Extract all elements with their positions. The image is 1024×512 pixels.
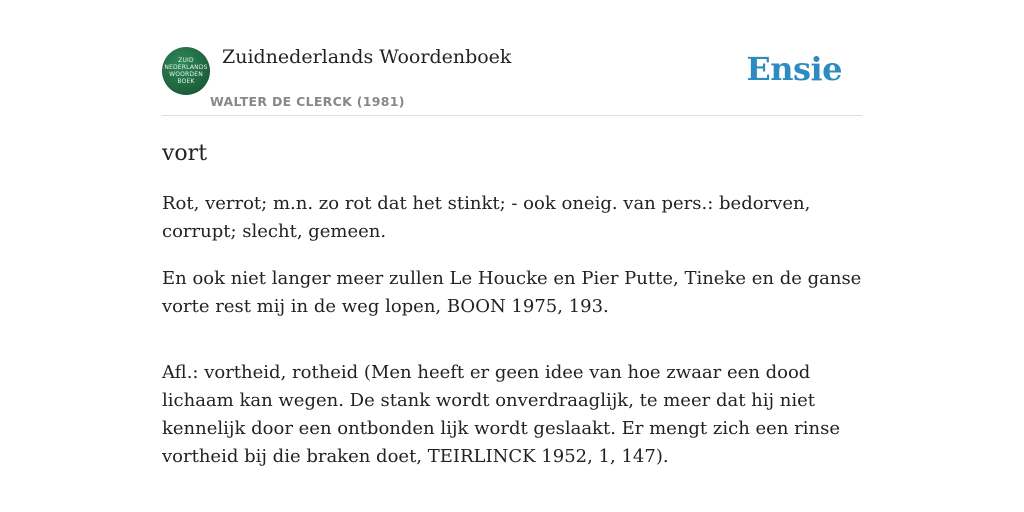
- logo-text-line: WOORDEN: [169, 71, 203, 78]
- entry-headword: vort: [162, 141, 208, 166]
- dictionary-title[interactable]: Zuidnederlands Woordenboek: [222, 46, 512, 68]
- entry-definition: Rot, verrot; m.n. zo rot dat het stinkt; - ook oneig. van pers.: bedorven, corrupt; slecht, gemeen.: [162, 193, 811, 242]
- entry-content: [162, 140, 862, 490]
- entry-example: En ook niet langer meer zullen Le Houcke en Pier Putte, Tineke en de ganse vorte rest mij in de weg lopen, BOON 1975, 193.: [162, 268, 862, 317]
- logo-text-line: BOEK: [177, 78, 195, 85]
- logo-text-line: NEDERLANDS: [164, 64, 208, 71]
- dictionary-logo[interactable]: [162, 47, 210, 95]
- logo-text-line: ZUID: [178, 57, 194, 64]
- dictionary-author: WALTER DE CLERCK (1981): [210, 94, 405, 109]
- entry-derivation: Afl.: vortheid, rotheid (Men heeft er geen idee van hoe zwaar een dood lichaam kan wegen. De stank wordt onverdraaglijk, te meer dat hij niet kennelijk door een ontbonden lijk wordt geslaakt. Er mengt zich een rinse vortheid bij die braken doet, TEIRLINCK 1952, 1, 147).: [162, 362, 840, 467]
- brand-logo[interactable]: Ensie: [746, 50, 842, 88]
- header: [162, 40, 862, 116]
